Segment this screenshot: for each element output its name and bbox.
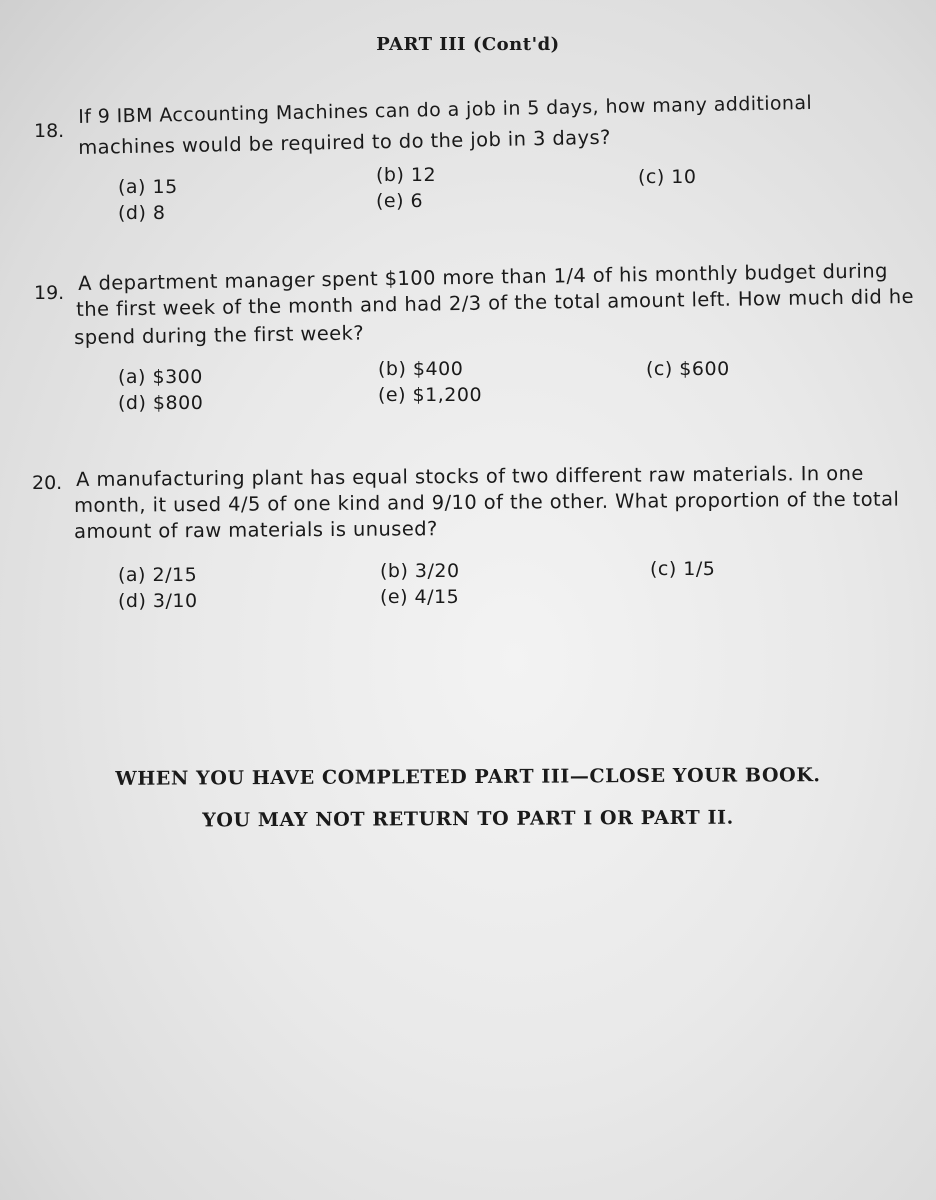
closing-instruction-line-1: WHEN YOU HAVE COMPLETED PART III—CLOSE YOUR BOOK. bbox=[115, 764, 821, 790]
question-text-line: spend during the first week? bbox=[74, 321, 365, 349]
option-e[interactable]: (e) $1,200 bbox=[378, 384, 483, 406]
question-number: 20. bbox=[32, 472, 63, 494]
question-text-line: the first week of the month and had 2/3 of the total amount left. How much did he bbox=[76, 284, 915, 321]
question-18 bbox=[34, 91, 900, 230]
option-d[interactable]: (d) $800 bbox=[118, 392, 204, 414]
option-d[interactable]: (d) 8 bbox=[118, 202, 166, 224]
page-title: PART III (Cont'd) bbox=[376, 34, 560, 55]
question-text-line: machines would be required to do the job in 3 days? bbox=[78, 125, 611, 159]
question-text-line: If 9 IBM Accounting Machines can do a job in 5 days, how many additional bbox=[78, 91, 813, 128]
option-e[interactable]: (e) 4/15 bbox=[380, 586, 460, 608]
question-text-line: month, it used 4/5 of one kind and 9/10 of the other. What proportion of the total bbox=[74, 487, 900, 517]
option-d[interactable]: (d) 3/10 bbox=[118, 590, 198, 612]
option-e[interactable]: (e) 6 bbox=[376, 190, 424, 212]
question-20 bbox=[34, 458, 900, 618]
option-a[interactable]: (a) $300 bbox=[118, 366, 203, 388]
question-number: 18. bbox=[34, 120, 65, 142]
question-text-line: A department manager spent $100 more than 1/4 of his monthly budget during bbox=[78, 259, 888, 295]
option-c[interactable]: (c) 10 bbox=[638, 166, 697, 188]
option-a[interactable]: (a) 15 bbox=[118, 176, 178, 198]
question-text-line: A manufacturing plant has equal stocks of two different raw materials. In one bbox=[76, 461, 864, 491]
option-b[interactable]: (b) 3/20 bbox=[380, 560, 460, 582]
option-a[interactable]: (a) 2/15 bbox=[118, 564, 198, 586]
option-b[interactable]: (b) 12 bbox=[376, 164, 437, 186]
option-c[interactable]: (c) $600 bbox=[646, 358, 730, 380]
question-text-line: amount of raw materials is unused? bbox=[74, 517, 438, 543]
question-19 bbox=[34, 259, 915, 422]
option-c[interactable]: (c) 1/5 bbox=[650, 558, 716, 580]
question-number: 19. bbox=[34, 282, 65, 304]
option-b[interactable]: (b) $400 bbox=[378, 358, 464, 380]
closing-instruction-line-2: YOU MAY NOT RETURN TO PART I OR PART II. bbox=[202, 806, 734, 832]
